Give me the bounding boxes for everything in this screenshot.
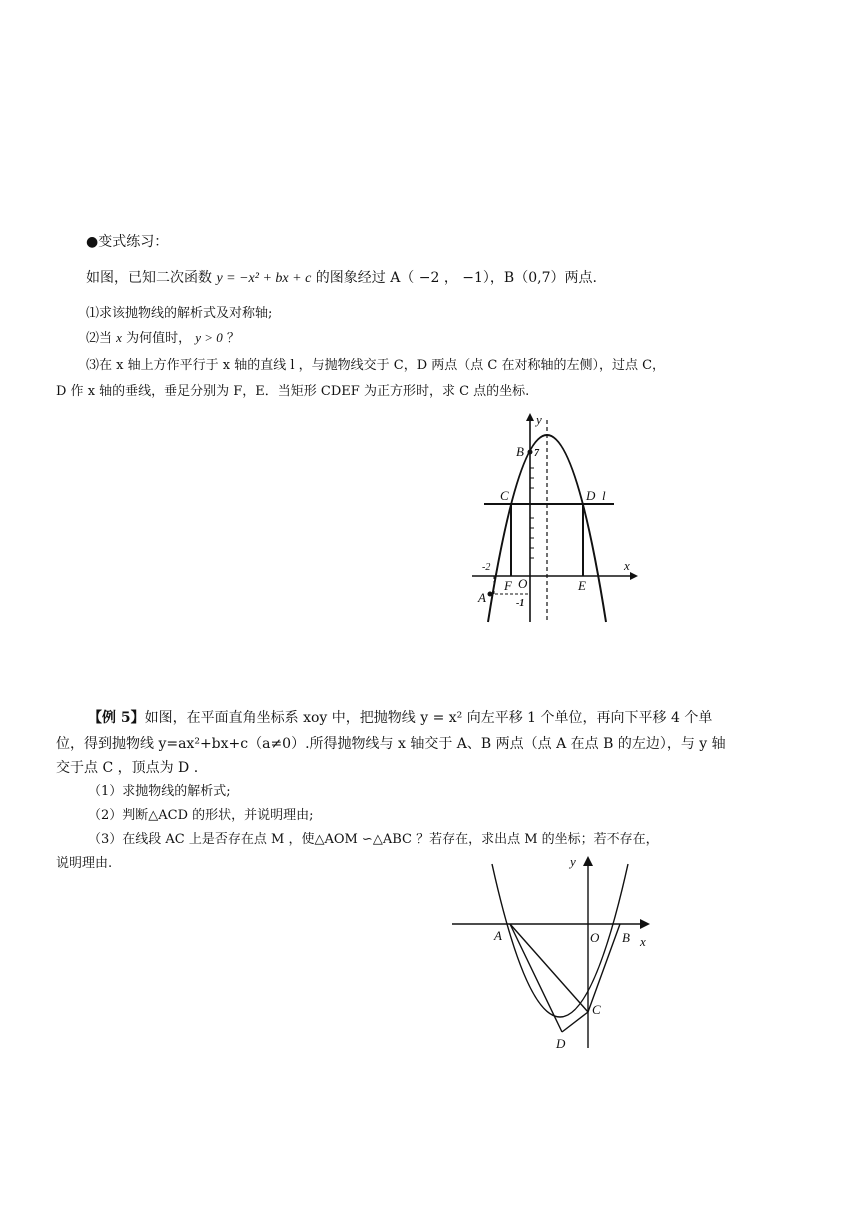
example5-line3: 交于点 C ，顶点为 D . — [56, 760, 199, 776]
fig2-label-b: B — [622, 930, 630, 945]
fig2-label-c: C — [592, 1002, 601, 1017]
example5-line1 — [88, 708, 712, 728]
fig1-label-e: E — [578, 578, 586, 593]
example5-q3-line1: （3）在线段 AC 上是否存在点 M ，使△AOM ∽△ABC ？若存在，求出点 M 的坐标；若不存在， — [88, 832, 659, 847]
fig2-x-arrow — [640, 919, 650, 929]
example5-tag: 【例 5】 — [88, 710, 145, 726]
fig1-y-arrow — [526, 413, 534, 421]
fig1-label-b: B — [516, 444, 524, 459]
fig2-label-a: A — [494, 928, 502, 943]
intro-post: 的图象经过 A（ −2 ， −1），B（0,7）两点. — [315, 270, 597, 286]
fig1-label-d: D — [586, 488, 596, 503]
example5-q1: （1）求抛物线的解析式; — [88, 784, 231, 799]
example5-text1: 如图，在平面直角坐标系 xoy 中，把抛物线 y = x² 向左平移 1 个单位，再向下平移 4 个单 — [144, 710, 713, 726]
fig1-label-y: y — [536, 412, 542, 427]
question-3-line2: D 作 x 轴的垂线，垂足分别为 F，E．当矩形 CDEF 为正方形时，求 C 点的坐标. — [56, 384, 530, 399]
figure-1-parabola — [468, 408, 648, 628]
q2-post: ？ — [226, 331, 240, 346]
fig1-label-neg1: -1 — [516, 598, 525, 609]
example5-line2: 位，得到抛物线 y=ax²+bx+c（a≠0）.所得抛物线与 x 轴交于 A、B 两点（点 A 在点 B 的左边），与 y 轴 — [56, 736, 726, 752]
fig1-label-l: l — [602, 488, 606, 503]
example5-q2: （2）判断△ACD 的形状，并说明理由; — [88, 808, 314, 823]
question-1: ⑴求该抛物线的解析式及对称轴; — [86, 306, 273, 321]
fig2-label-x: x — [640, 934, 646, 949]
fig1-label-f: F — [504, 578, 512, 593]
fig1-x-arrow — [630, 572, 638, 580]
q2-var: x — [116, 330, 122, 345]
intro-function: y = −x² + bx + c — [216, 271, 312, 286]
q2-pre: ⑵当 — [86, 331, 113, 346]
fig1-label-x: x — [624, 558, 630, 573]
fig1-point-a — [488, 592, 493, 597]
fig1-label-neg2: -2 — [482, 562, 491, 573]
exercise-intro — [86, 268, 597, 289]
fig1-point-b — [528, 450, 533, 455]
q2-cond: y > 0 — [195, 330, 223, 345]
fig1-label-c: C — [500, 488, 509, 503]
question-2 — [86, 328, 240, 349]
fig2-label-o: O — [590, 930, 600, 945]
fig2-parabola — [492, 864, 628, 1017]
fig2-y-arrow — [583, 856, 593, 866]
example5-q3-line2: 说明理由. — [56, 856, 113, 871]
fig2-label-y: y — [570, 854, 576, 869]
fig1-label-o: O — [518, 576, 528, 591]
exercise-heading: ●变式练习： — [86, 234, 169, 250]
fig2-segment-cd — [562, 1012, 588, 1032]
fig1-label-7: 7 — [534, 448, 539, 459]
question-3-line1: ⑶在 x 轴上方作平行于 x 轴的直线 l ，与抛物线交于 C，D 两点（点 C 在对称轴的左侧），过点 C， — [86, 358, 666, 373]
fig2-label-d: D — [556, 1036, 566, 1051]
fig1-label-a: A — [478, 590, 486, 605]
intro-pre: 如图，已知二次函数 — [86, 270, 212, 286]
fig2-segment-ad — [510, 924, 562, 1032]
figure-2-parabola — [448, 852, 658, 1052]
q2-mid: 为何值时， — [126, 331, 192, 346]
